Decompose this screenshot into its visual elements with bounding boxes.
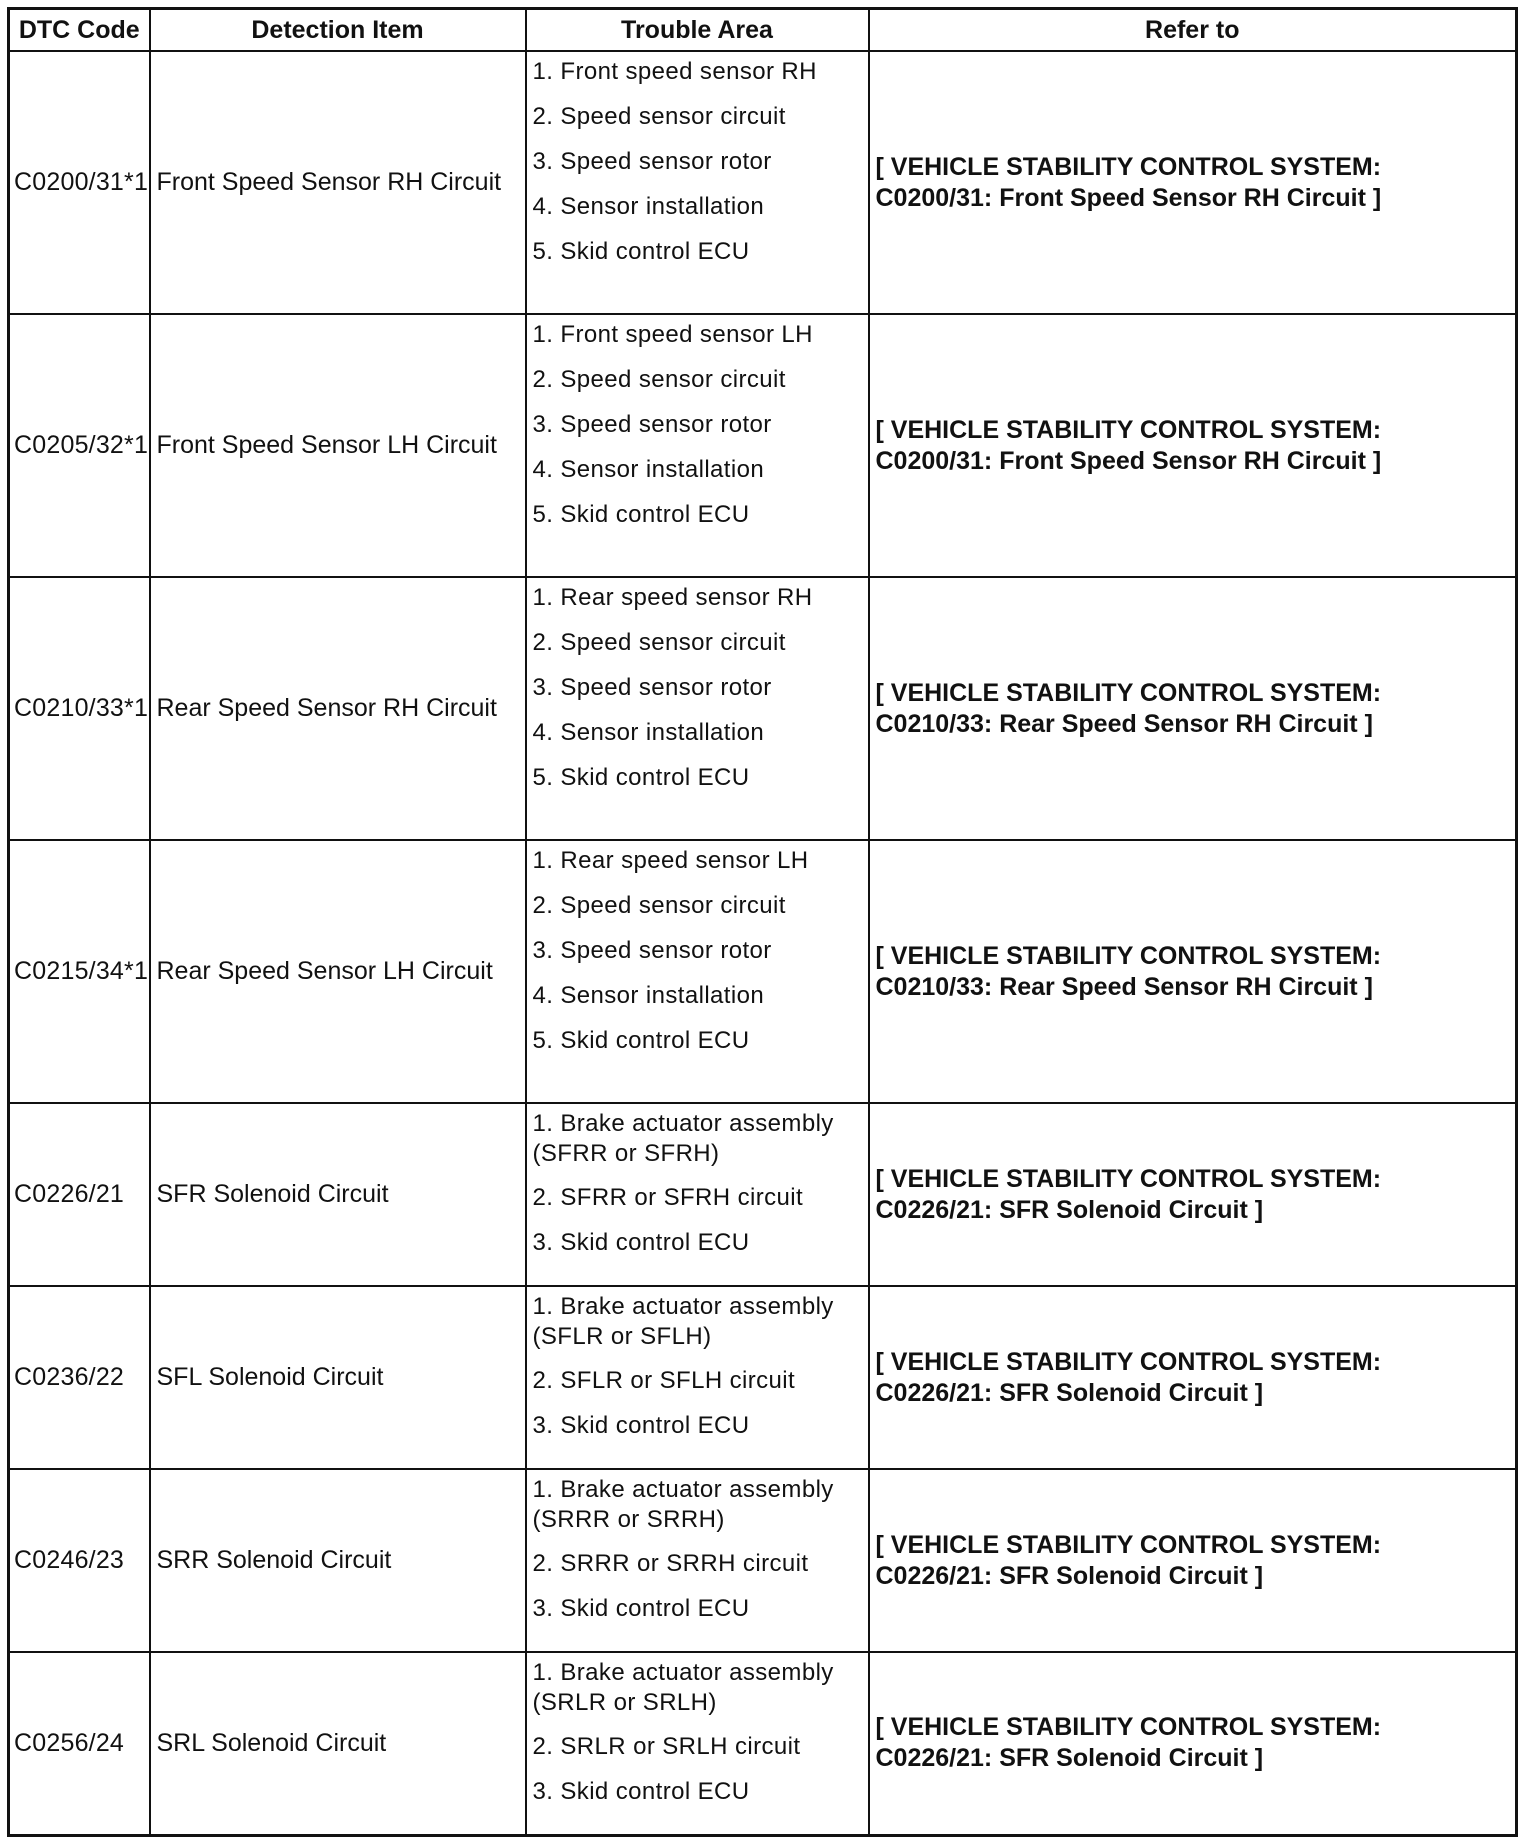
trouble-area-list (533, 1658, 868, 1807)
trouble-area-item: 1. Brake actuator assembly (532, 1659, 834, 1686)
table-row (9, 1286, 1517, 1469)
refer-to-line: [ VEHICLE STABILITY CONTROL SYSTEM: (875, 1164, 1382, 1193)
detection-item-cell: SRL Solenoid Circuit (150, 1652, 526, 1835)
refer-to-line: C0210/33: Rear Speed Sensor RH Circuit ] (875, 972, 1373, 1001)
header-detection-item: Detection Item (150, 9, 526, 52)
trouble-area-item: 4. Sensor installation (532, 982, 765, 1009)
trouble-area-item: 2. SRRR or SRRH circuit (532, 1550, 809, 1577)
refer-to-line: C0200/31: Front Speed Sensor RH Circuit ] (875, 183, 1382, 212)
header-refer-to: Refer to (869, 9, 1517, 52)
trouble-area-item: 1. Brake actuator assembly (532, 1110, 834, 1137)
trouble-area-cell (526, 577, 869, 840)
detection-item-cell: SRR Solenoid Circuit (150, 1469, 526, 1652)
refer-to-link[interactable] (869, 1103, 1517, 1286)
dtc-code-cell: C0226/21 (9, 1103, 150, 1286)
dtc-code-cell: C0200/31*1 (9, 51, 150, 314)
table-row (9, 51, 1517, 314)
trouble-area-cell (526, 1469, 869, 1652)
trouble-area-list (533, 846, 868, 1056)
detection-item-cell: Front Speed Sensor LH Circuit (150, 314, 526, 577)
trouble-area-item: 4. Sensor installation (532, 193, 765, 220)
trouble-area-cell (526, 1286, 869, 1469)
trouble-area-item: 1. Brake actuator assembly (532, 1293, 834, 1320)
dtc-code-cell: C0210/33*1 (9, 577, 150, 840)
detection-item-cell: SFR Solenoid Circuit (150, 1103, 526, 1286)
trouble-area-cell (526, 314, 869, 577)
trouble-area-item: 5. Skid control ECU (532, 1027, 750, 1054)
refer-to-line: [ VEHICLE STABILITY CONTROL SYSTEM: (875, 152, 1382, 181)
trouble-area-item: 4. Sensor installation (532, 719, 765, 746)
trouble-area-item: 1. Rear speed sensor LH (532, 847, 809, 874)
trouble-area-list (533, 320, 868, 530)
trouble-area-item: 2. SFRR or SFRH circuit (532, 1184, 804, 1211)
refer-to-line: C0226/21: SFR Solenoid Circuit ] (875, 1744, 1264, 1773)
detection-item-cell: Front Speed Sensor RH Circuit (150, 51, 526, 314)
trouble-area-list (533, 1292, 868, 1441)
trouble-area-cell (526, 51, 869, 314)
dtc-code-cell: C0246/23 (9, 1469, 150, 1652)
trouble-area-item: 2. Speed sensor circuit (532, 103, 786, 130)
refer-to-line: C0226/21: SFR Solenoid Circuit ] (875, 1561, 1264, 1590)
refer-to-link[interactable] (869, 51, 1517, 314)
table-row (9, 840, 1517, 1103)
refer-to-line: C0210/33: Rear Speed Sensor RH Circuit ] (875, 709, 1373, 738)
trouble-area-item: 5. Skid control ECU (532, 238, 750, 265)
trouble-area-item: 1. Brake actuator assembly (532, 1476, 834, 1503)
trouble-area-item: 2. Speed sensor circuit (532, 629, 786, 656)
trouble-area-item: 3. Skid control ECU (532, 1412, 750, 1439)
table-row (9, 314, 1517, 577)
table-row (9, 577, 1517, 840)
refer-to-line: [ VEHICLE STABILITY CONTROL SYSTEM: (875, 1713, 1382, 1742)
trouble-area-list (533, 1109, 868, 1258)
dtc-table (7, 7, 1518, 1837)
trouble-area-item: 3. Skid control ECU (532, 1595, 750, 1622)
detection-item-cell: Rear Speed Sensor LH Circuit (150, 840, 526, 1103)
table-row (9, 1103, 1517, 1286)
detection-item-cell: SFL Solenoid Circuit (150, 1286, 526, 1469)
dtc-code-cell: C0256/24 (9, 1652, 150, 1835)
trouble-area-item: 1. Front speed sensor RH (532, 58, 817, 85)
trouble-area-cell (526, 840, 869, 1103)
refer-to-link[interactable] (869, 1469, 1517, 1652)
trouble-area-item: (SRRR or SRRH) (532, 1506, 725, 1533)
refer-to-link[interactable] (869, 840, 1517, 1103)
trouble-area-item: 2. SFLR or SFLH circuit (532, 1367, 796, 1394)
refer-to-line: [ VEHICLE STABILITY CONTROL SYSTEM: (875, 415, 1382, 444)
table-row (9, 1652, 1517, 1835)
detection-item-cell: Rear Speed Sensor RH Circuit (150, 577, 526, 840)
table-row (9, 1469, 1517, 1652)
trouble-area-item: 3. Skid control ECU (532, 1778, 750, 1805)
trouble-area-item: 2. Speed sensor circuit (532, 892, 786, 919)
refer-to-line: [ VEHICLE STABILITY CONTROL SYSTEM: (875, 1530, 1382, 1559)
refer-to-line: C0200/31: Front Speed Sensor RH Circuit ] (875, 446, 1382, 475)
refer-to-link[interactable] (869, 1652, 1517, 1835)
trouble-area-item: 3. Speed sensor rotor (532, 411, 772, 438)
trouble-area-item: 3. Speed sensor rotor (532, 674, 772, 701)
trouble-area-item: 3. Skid control ECU (532, 1229, 750, 1256)
trouble-area-item: 5. Skid control ECU (532, 501, 750, 528)
trouble-area-item: (SFLR or SFLH) (532, 1323, 712, 1350)
trouble-area-item: 3. Speed sensor rotor (532, 937, 772, 964)
dtc-code-cell: C0236/22 (9, 1286, 150, 1469)
trouble-area-item: (SFRR or SFRH) (532, 1140, 720, 1167)
trouble-area-list (533, 583, 868, 793)
trouble-area-item: 2. Speed sensor circuit (532, 366, 786, 393)
refer-to-line: [ VEHICLE STABILITY CONTROL SYSTEM: (875, 1347, 1382, 1376)
trouble-area-list (533, 1475, 868, 1624)
trouble-area-item: 5. Skid control ECU (532, 764, 750, 791)
trouble-area-item: 2. SRLR or SRLH circuit (532, 1733, 801, 1760)
refer-to-line: C0226/21: SFR Solenoid Circuit ] (875, 1378, 1264, 1407)
refer-to-line: [ VEHICLE STABILITY CONTROL SYSTEM: (875, 941, 1382, 970)
header-dtc-code: DTC Code (9, 9, 150, 52)
refer-to-link[interactable] (869, 1286, 1517, 1469)
header-row (9, 9, 1517, 52)
header-trouble-area: Trouble Area (526, 9, 869, 52)
trouble-area-item: 1. Front speed sensor LH (532, 321, 813, 348)
trouble-area-item: 3. Speed sensor rotor (532, 148, 772, 175)
trouble-area-item: 4. Sensor installation (532, 456, 765, 483)
trouble-area-item: (SRLR or SRLH) (532, 1689, 717, 1716)
trouble-area-cell (526, 1652, 869, 1835)
refer-to-link[interactable] (869, 577, 1517, 840)
dtc-code-cell: C0215/34*1 (9, 840, 150, 1103)
trouble-area-list (533, 57, 868, 267)
refer-to-link[interactable] (869, 314, 1517, 577)
refer-to-line: C0226/21: SFR Solenoid Circuit ] (875, 1195, 1264, 1224)
dtc-code-cell: C0205/32*1 (9, 314, 150, 577)
trouble-area-cell (526, 1103, 869, 1286)
trouble-area-item: 1. Rear speed sensor RH (532, 584, 813, 611)
refer-to-line: [ VEHICLE STABILITY CONTROL SYSTEM: (875, 678, 1382, 707)
